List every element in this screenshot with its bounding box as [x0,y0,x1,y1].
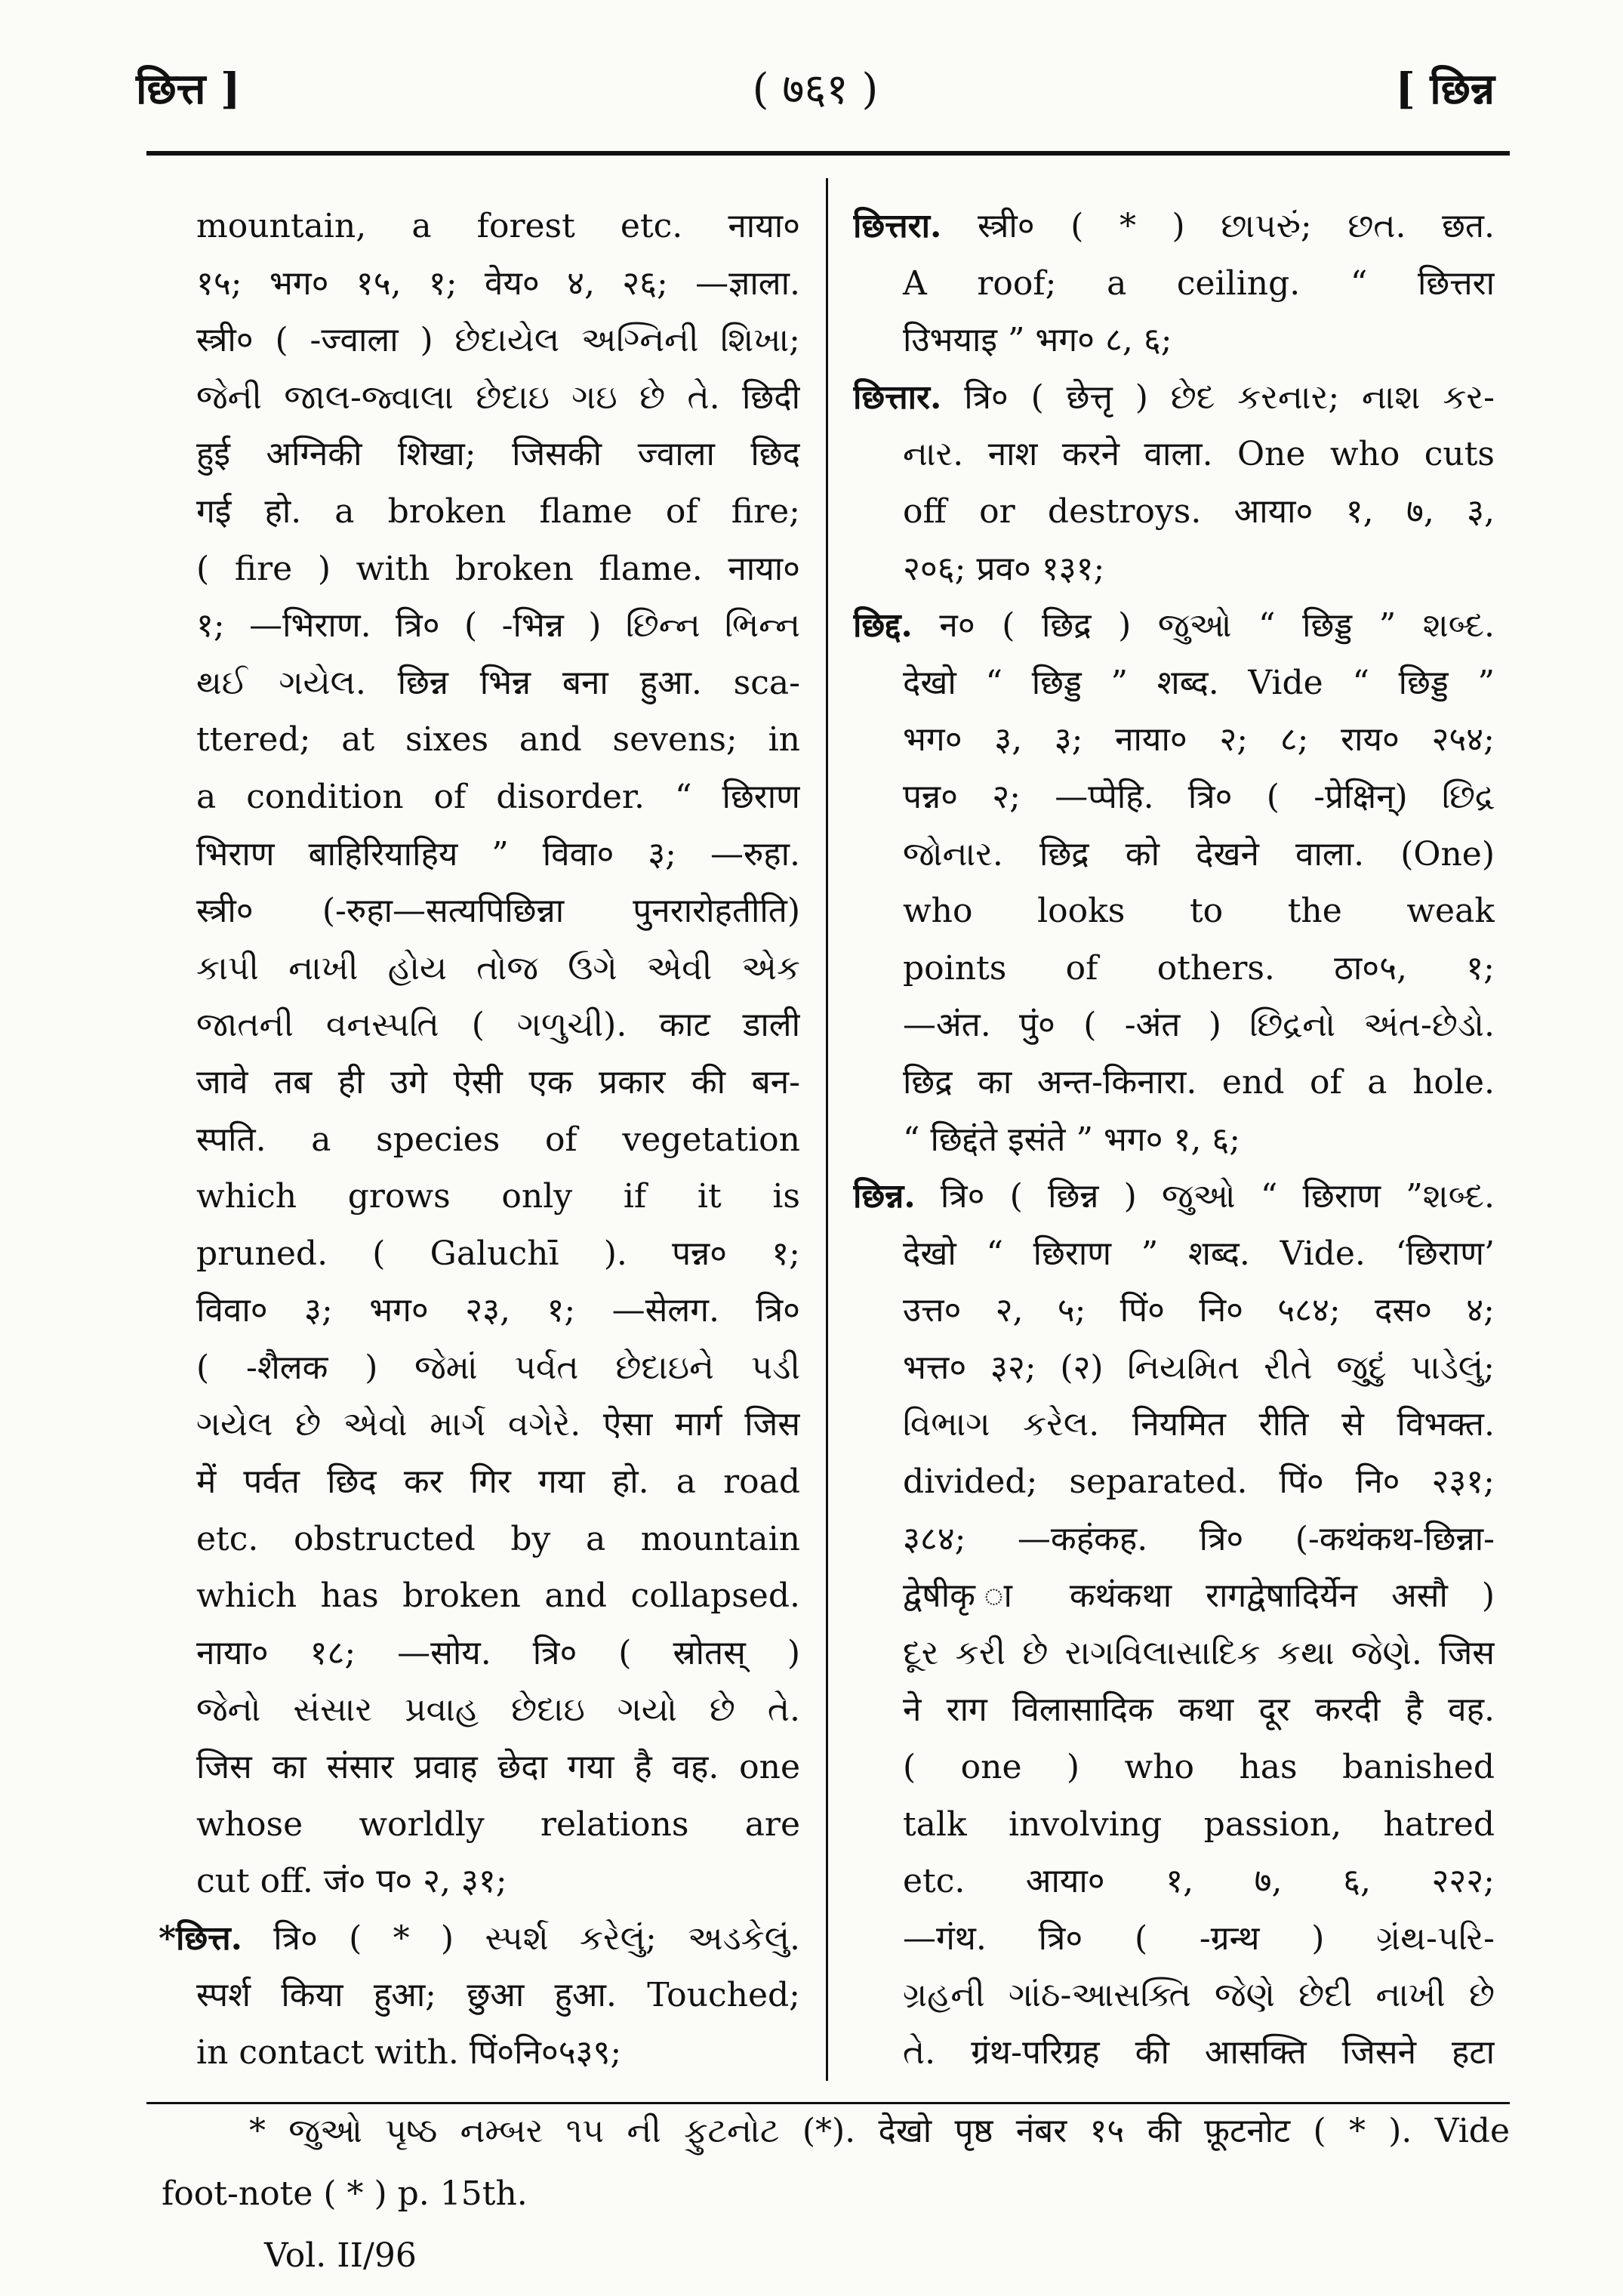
text-line: divided; separated. पिं० नि० २३१; [903,1462,1495,1502]
footnote-line: foot-note ( * ) p. 15th. [162,2174,528,2213]
text-line: स्पर्श किया हुआ; छुआ हुआ. Touched; [196,1976,800,2015]
text-line: cut off. जं० प० २, ३१; [196,1862,507,1901]
text-line: A roof; a ceiling. “ छित्तरा [903,264,1495,303]
text-line: in contact with. पिं०नि०५३९; [196,2033,622,2072]
text-line: pruned. ( Galuchī ). पन्न० १; [196,1234,800,1273]
text-line: स्पति. a species of vegetation [196,1120,800,1159]
text-line: १५; भग० १५, १; वेय० ४, २६; —ज्ञाला. [196,264,800,303]
text-line: देखो “ छिड्ड ” शब्द. Vide “ छिड्ड ” [903,663,1495,702]
text-line: देखो “ छिराण ” शब्द. Vide. ‘छिराण’ [903,1234,1495,1273]
text-line: —अंत. पुं० ( -अंत ) છિદ્રનો અંત-છેડો. [903,1006,1495,1045]
text-line: who looks to the weak [903,892,1495,931]
text-line: छिद्द. न० ( छिद्र ) જુઓ “ छिड्ड ” શબ્દ. [853,606,1495,646]
text-line: छिन्न. त्रि० ( छिन्न ) જુઓ “ छिराण ”શબ્દ. [853,1177,1495,1216]
text-line: छित्तरा. स्त्री० ( * ) છાપરું; છત. छत. [853,207,1495,245]
text-line: स्त्री० ( -ज्वाला ) છેદાયેલ અગ્નિની શિખા; [196,321,800,360]
text-line: में पर्वत छिद कर गिर गया हो. a road [196,1462,800,1502]
text-line: off or destroys. आया० १, ७, ३, [903,492,1495,531]
text-line: ગયેલ છે એવો માર્ગ વગેરે. ऐसा मार्ग जिस [196,1405,800,1444]
text-line: पन्न० २; —प्पेहि. त्रि० ( -प्रेक्षिन्) છિદ્ર [903,777,1495,816]
text-line: તે. ग्रंथ-परिग्रह की आसक्ति जिसने हटा [903,2033,1495,2072]
text-line: points of others. ठा०५, १; [903,948,1495,988]
text-line: भिराण बाहिरियाहिय ” विवा० ३; —रुहा. [196,834,800,874]
text-line: કાપી નાખી હોય તોજ ઉગે એવી એક [196,948,800,988]
text-line: etc. आया० १, ७, ६, २२२; [903,1862,1495,1901]
text-line: etc. obstructed by a mountain [196,1519,800,1558]
text-line: ( -शैलक ) જેમાં પર્વત છેદાઇને પડી [196,1348,800,1387]
footnote-line: * જુઓ પૃષ્ઠ નમ્બર ૧૫ ની ફુટનોટ (*). देखो पृष्ठ नंबर १५ की फ़ूटनोट ( * ). Vide [249,2112,1510,2150]
text-line: દૂર કરી છે રાગવિલાસાદિક કથા જેણે. जिस [903,1633,1495,1672]
text-line: ( one ) who has banished [903,1748,1495,1787]
text-line: जावे तब ही उगे ऐसी एक प्रकार की बन- [196,1062,800,1102]
text-line: *छित्त. त्रि० ( * ) સ્પર્શ કરેલું; અડકેલું. [159,1918,800,1958]
column-divider [826,178,828,2081]
text-line: विवा० ३; भग० २३, १; —सेलग. त्रि० [196,1291,800,1330]
text-line: उत्त० २, ५; पिं० नि० ५८४; दस० ४; [903,1291,1495,1330]
text-line: જોનાર. छिद्र को देखने वाला. (One) [903,834,1495,874]
text-line: જાતની વનસ્પતિ ( ગળુચી). काट डाली [196,1006,800,1045]
text-line: ગ્રહની ગાંઠ-આસક્તિ જેણે છેદી નાખી છે [903,1976,1495,2015]
text-line: જેની જાલ-જ્વાલા છેદાઇ ગઇ છે તે. छिदी [196,378,800,417]
volume-marker: Vol. II/96 [264,2236,417,2275]
right-column [853,198,1495,2082]
text-line: which grows only if it is [196,1177,800,1216]
text-line: छित्तार. त्रि० ( छेत्तृ ) છેદ કરનાર; નાશ કર- [853,378,1495,417]
headword: छिन्न. [853,1177,916,1216]
text-line: नाया० १८; —सोय. त्रि० ( स्रोतस् ) [196,1633,800,1672]
text-line: जिस का संसार प्रवाह छेदा गया है वह. one [196,1748,800,1787]
text-line: નાર. नाश करने वाला. One who cuts [903,435,1495,474]
text-line: २०६; प्रव० १३१; [903,549,1105,588]
running-head-right: [ छिन्न [1395,64,1495,114]
text-line: જેનો સંસાર પ્રવાહ છેદાઇ ગયો છે તે. [196,1690,800,1730]
text-line: ttered; at sixes and sevens; in [196,720,800,760]
text-line: ३८४; —कहंकह. त्रि० (-कथंकथ-छिन्ना- [903,1519,1495,1558]
text-line: whose worldly relations are [196,1804,800,1844]
text-line: द्वेषीकृ ा कथंकथा रागद्वेषादिर्येन असौ ) [903,1576,1495,1616]
text-line: —गंथ. त्रि० ( -ग्रन्थ ) ગ્રંથ-પરિ- [903,1918,1495,1958]
text-line: mountain, a forest etc. नाया० [196,207,800,245]
top-rule [146,151,1510,156]
headword: छित्तरा. [853,207,942,245]
text-line: which has broken and collapsed. [196,1576,800,1616]
running-head-left: छित्त ] [136,64,241,114]
text-line: भत्त० ३२; (२) નિયમિત રીતે જુદું પાડેલું; [903,1348,1495,1387]
text-line: भग० ३, ३; नाया० २; ८; राय० २५४; [903,720,1495,760]
text-line: गई हो. a broken flame of fire; [196,492,800,531]
text-line: talk involving passion, hatred [903,1804,1495,1844]
text-line: થઈ ગયેલ. छिन्न भिन्न बना हुआ. sca- [196,663,800,702]
headword: छिद्द. [853,606,913,646]
text-line: “ छिद्दंते इसंते ” भग० १, ६; [903,1120,1241,1159]
text-line: स्त्री० (-रुहा—सत्यपिछिन्ना पुनरारोहतीति) [196,892,800,931]
text-line: a condition of disorder. “ छिराण [196,777,800,816]
headword: *छित्त. [159,1918,242,1958]
footnote-rule [146,2102,1510,2104]
text-line: हुई अग्निकी शिखा; जिसकी ज्वाला छिद [196,435,800,474]
page-number: ( ७६१ ) [752,65,879,114]
text-line: ( fire ) with broken flame. नाया० [196,549,800,588]
text-line: १; —भिराण. त्रि० ( -भिन्न ) છિન્ન ભિન્ન [196,606,800,646]
text-line: ने राग विलासादिक कथा दूर करदी है वह. [903,1690,1495,1730]
text-line: छिद्र का अन्त-किनारा. end of a hole. [903,1062,1495,1102]
text-line: उिभयाइ ” भग० ८, ६; [903,321,1172,360]
text-line: વિભાગ કરેલ. नियमित रीति से विभक्त. [903,1405,1495,1444]
headword: छित्तार. [853,378,942,417]
left-column [159,198,800,2082]
